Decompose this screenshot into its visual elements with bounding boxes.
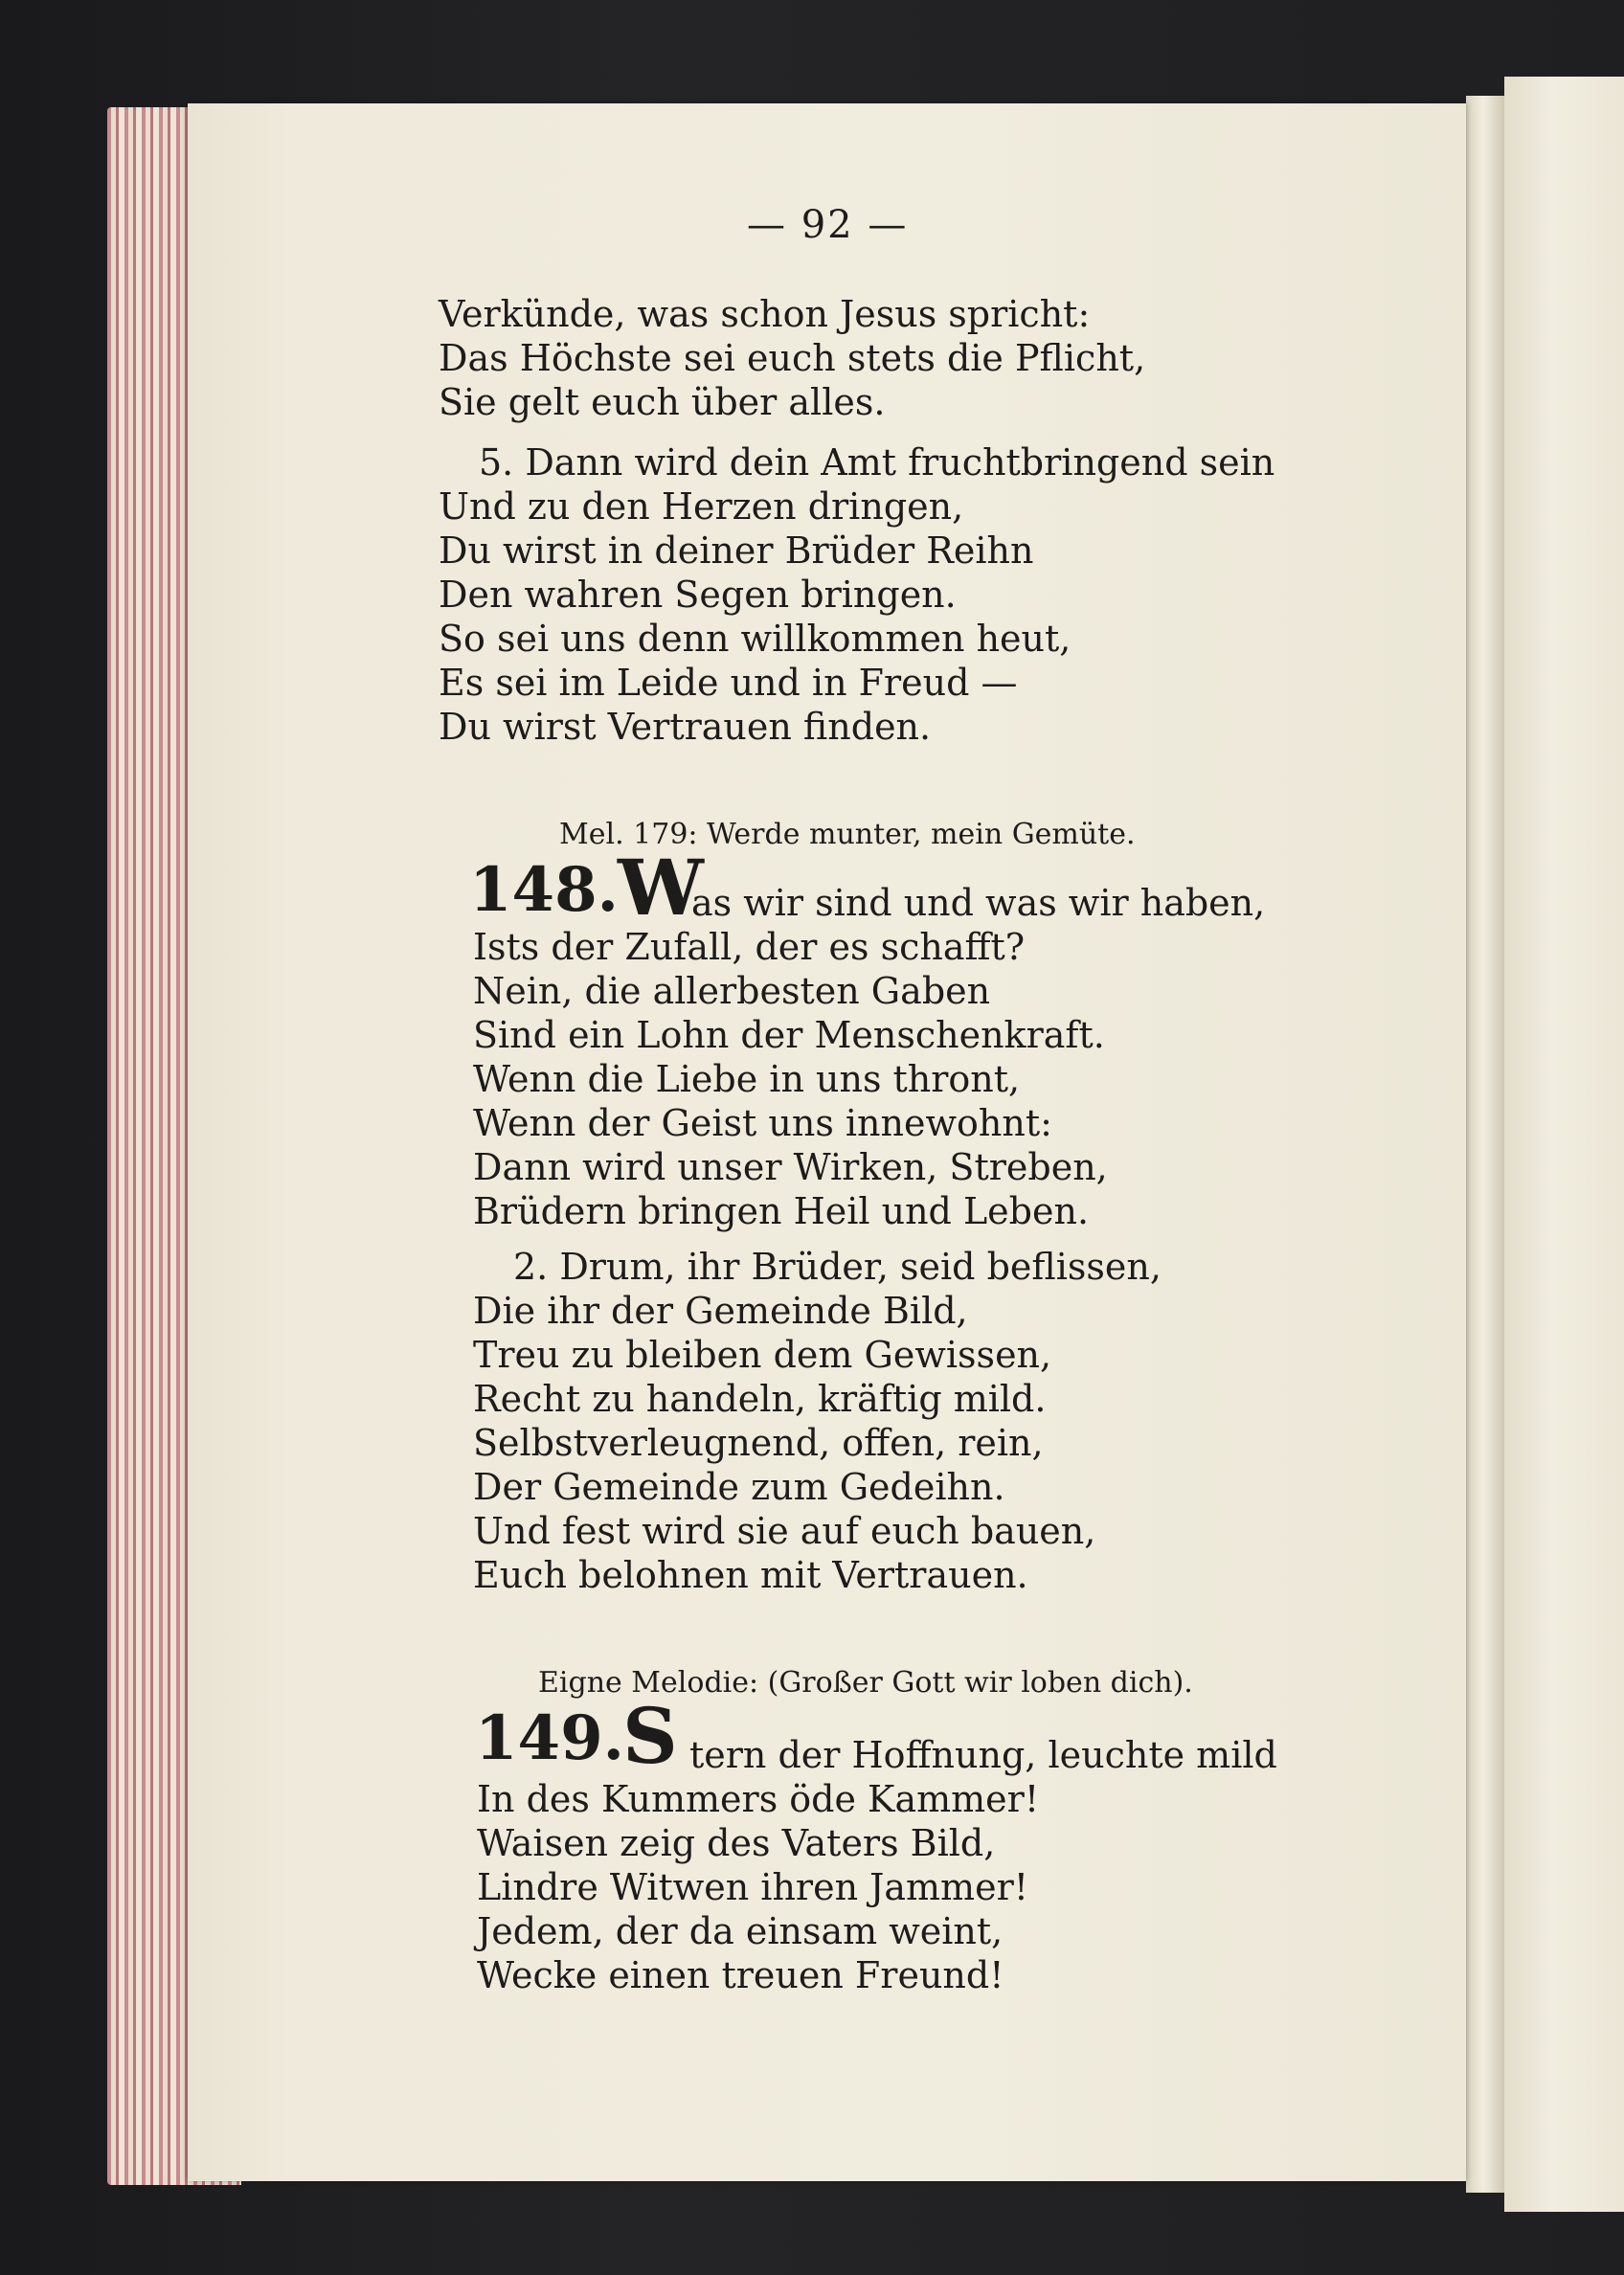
verse-line: Und zu den Herzen dringen, xyxy=(439,485,964,528)
book-gutter xyxy=(1466,96,1504,2193)
verse-line: Das Höchste sei euch stets die Pflicht, xyxy=(439,337,1146,379)
verse-line: Wenn die Liebe in uns thront, xyxy=(473,1058,1021,1100)
verse-line: Sie gelt euch über alles. xyxy=(439,381,886,423)
melody-reference-149: Eigne Melodie: (Großer Gott wir loben dich). xyxy=(538,1666,1193,1700)
melody-reference-148: Mel. 179: Werde munter, mein Gemüte. xyxy=(559,818,1136,851)
verse-line: as wir sind und was wir haben, xyxy=(691,882,1266,924)
verse-line: 2. Drum, ihr Brüder, seid beflissen, xyxy=(513,1246,1162,1288)
drop-cap-148: W xyxy=(618,843,704,933)
verse-line: Jedem, der da einsam weint, xyxy=(477,1910,1004,1952)
hymn-number-148: 148. xyxy=(469,854,619,926)
verse-line: Der Gemeinde zum Gedeihn. xyxy=(473,1466,1005,1508)
verse-line: Du wirst Vertrauen finden. xyxy=(439,706,932,748)
verse-line: 5. Dann wird dein Amt fruchtbringend sein xyxy=(479,441,1275,484)
continuation-stanza xyxy=(439,292,1145,424)
verse-line: Die ihr der Gemeinde Bild, xyxy=(473,1290,968,1332)
verse-line: Treu zu bleiben dem Gewissen, xyxy=(473,1334,1052,1376)
verse-line: Selbstverleugnend, offen, rein, xyxy=(473,1422,1044,1464)
hymn-149-verse-1 xyxy=(477,1777,1039,1997)
verse-line: tern der Hoffnung, leuchte mild xyxy=(689,1734,1277,1776)
drop-cap-149: S xyxy=(622,1691,678,1781)
hymn-number-149: 149. xyxy=(475,1702,624,1774)
verse-line: Es sei im Leide und in Freud — xyxy=(439,662,1018,704)
verse-line: Dann wird unser Wirken, Streben, xyxy=(473,1146,1108,1188)
verse-line: Ists der Zufall, der es schafft? xyxy=(473,926,1026,968)
page-number: — 92 — xyxy=(747,203,909,247)
verse-5 xyxy=(439,440,1274,749)
verse-line: Sind ein Lohn der Menschenkraft. xyxy=(473,1014,1105,1056)
verse-line: In des Kummers öde Kammer! xyxy=(477,1778,1040,1820)
verse-line: Recht zu handeln, kräftig mild. xyxy=(473,1378,1047,1420)
verse-line: Wecke einen treuen Freund! xyxy=(477,1954,1004,1996)
verse-line: Brüdern bringen Heil und Leben. xyxy=(473,1190,1090,1232)
verse-line: Verkünde, was schon Jesus spricht: xyxy=(439,293,1091,335)
facing-page-edge xyxy=(1504,77,1624,2212)
verse-line: Waisen zeig des Vaters Bild, xyxy=(477,1822,996,1864)
verse-line: Nein, die allerbesten Gaben xyxy=(473,970,991,1012)
hymn-148-verse-2 xyxy=(473,1245,1162,1597)
verse-line: Den wahren Segen bringen. xyxy=(439,574,957,616)
verse-line: Wenn der Geist uns innewohnt: xyxy=(473,1102,1052,1144)
verse-line: Lindre Witwen ihren Jammer! xyxy=(477,1866,1029,1908)
verse-line: Und fest wird sie auf euch bauen, xyxy=(473,1510,1096,1552)
verse-line: So sei uns denn willkommen heut, xyxy=(439,618,1071,660)
verse-line: Euch belohnen mit Vertrauen. xyxy=(473,1554,1028,1596)
verse-line: Du wirst in deiner Brüder Reihn xyxy=(439,529,1034,572)
hymn-148-verse-1 xyxy=(473,925,1108,1233)
